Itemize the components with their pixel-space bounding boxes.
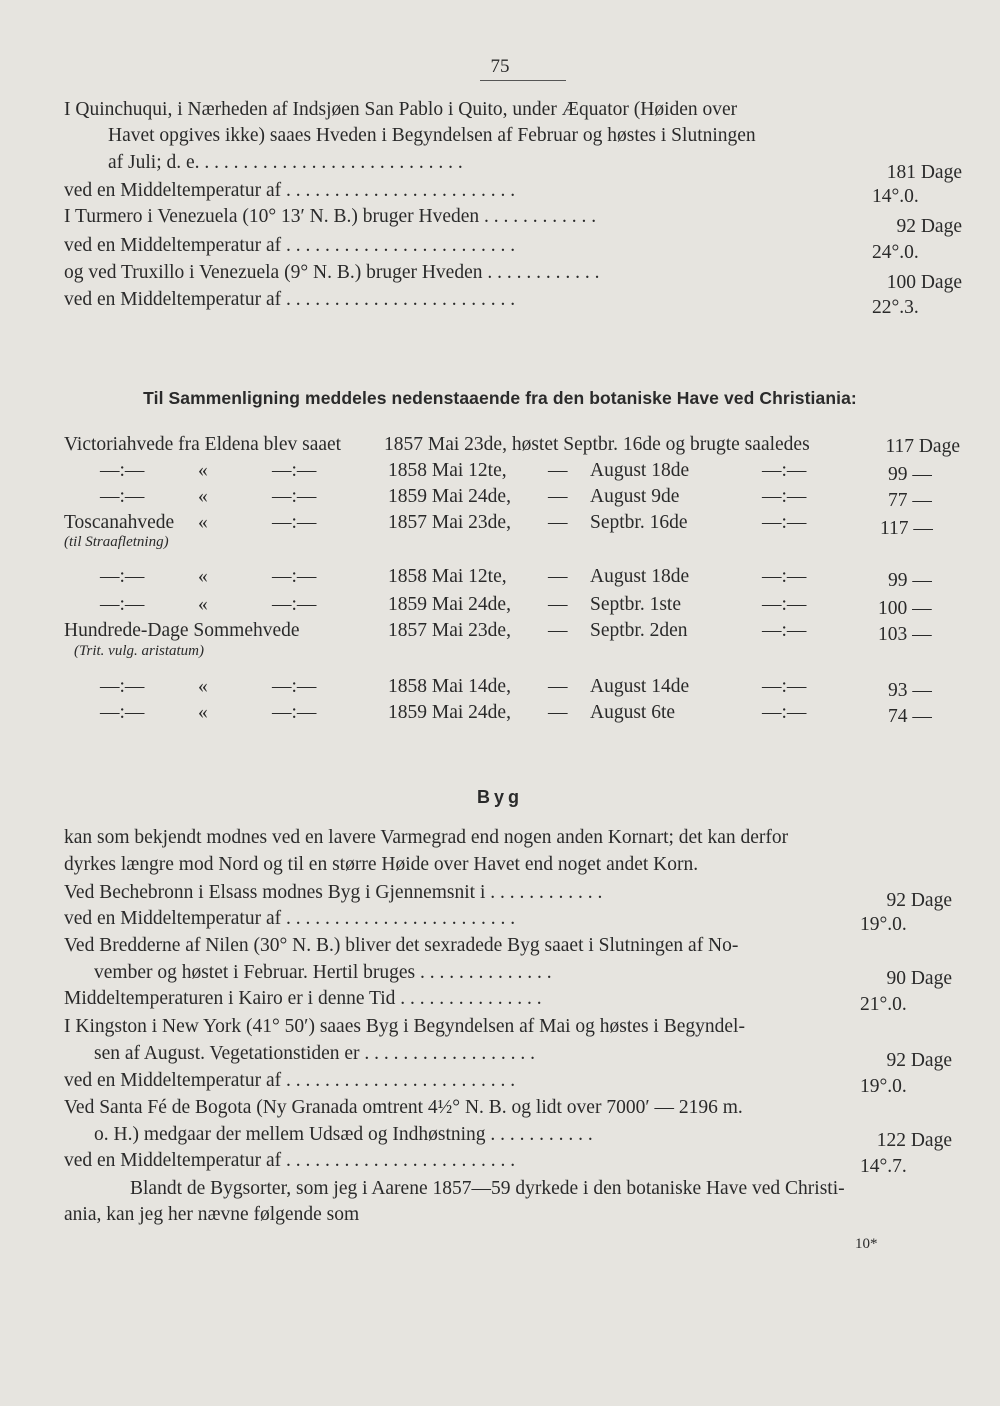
- value-days: 92 Dage: [886, 890, 952, 911]
- text-line: ved en Middeltemperatur af . . . . . . . . . . . . . . . . . . . . . . . .: [64, 235, 516, 256]
- ditto-mark: —:—: [272, 512, 317, 533]
- ditto-mark: —:—: [762, 676, 807, 697]
- harvest-date: August 18de: [590, 460, 690, 481]
- text-line: Blandt de Bygsorter, som jeg i Aarene 1857—59 dyrkede i den botaniske Have ved Christi-: [130, 1178, 845, 1199]
- value-temperature: 22°.3.: [872, 297, 919, 318]
- ditto-quote: «: [198, 566, 208, 587]
- harvest-date: August 18de: [590, 566, 690, 587]
- harvest-date: August 9de: [590, 486, 680, 507]
- page-number-rule: [480, 80, 566, 81]
- ditto-mark: —:—: [272, 460, 317, 481]
- text-line: dyrkes længre mod Nord og til en større Høide over Havet end noget andet Korn.: [64, 854, 699, 875]
- dash: —: [548, 486, 568, 507]
- sowing-date: 1857 Mai 23de,: [388, 620, 511, 641]
- value-days: 92 Dage: [896, 216, 962, 237]
- days-value: 117 Dage: [885, 436, 960, 457]
- ditto-mark: —:—: [762, 594, 807, 615]
- value-temperature: 24°.0.: [872, 242, 919, 263]
- sowing-date: 1858 Mai 12te,: [388, 566, 507, 587]
- variety-note: (til Straafletning): [64, 534, 169, 550]
- ditto-mark: —:—: [100, 702, 145, 723]
- value-temperature: 14°.0.: [872, 186, 919, 207]
- value-temperature: 19°.0.: [860, 914, 907, 935]
- text-line: ved en Middeltemperatur af . . . . . . . . . . . . . . . . . . . . . . . .: [64, 1150, 516, 1171]
- text-line: I Kingston i New York (41° 50′) saaes Byg i Begyndelsen af Mai og høstes i Begyndel-: [64, 1016, 745, 1037]
- ditto-mark: —:—: [100, 460, 145, 481]
- sowing-date: 1858 Mai 14de,: [388, 676, 511, 697]
- text-line: o. H.) medgaar der mellem Udsæd og Indhøstning . . . . . . . . . . .: [94, 1124, 593, 1145]
- harvest-date: Septbr. 16de: [590, 512, 688, 533]
- ditto-mark: —:—: [100, 676, 145, 697]
- ditto-mark: —:—: [762, 460, 807, 481]
- ditto-mark: —:—: [100, 566, 145, 587]
- dash: —: [548, 460, 568, 481]
- ditto-mark: —:—: [272, 566, 317, 587]
- text-line: ved en Middeltemperatur af . . . . . . . . . . . . . . . . . . . . . . . .: [64, 908, 516, 929]
- text-line: Ved Bredderne af Nilen (30° N. B.) bliver det sexradede Byg saaet i Slutningen af No-: [64, 935, 739, 956]
- sowing-date: 1858 Mai 12te,: [388, 460, 507, 481]
- text-line: vember og høstet i Februar. Hertil bruges . . . . . . . . . . . . . .: [94, 962, 552, 983]
- ditto-quote: «: [198, 512, 208, 533]
- ditto-quote: «: [198, 486, 208, 507]
- dash: —: [548, 512, 568, 533]
- days-value: 74 —: [888, 706, 932, 727]
- text-line: kan som bekjendt modnes ved en lavere Varmegrad end nogen anden Kornart; det kan derfor: [64, 827, 789, 848]
- text-line: ved en Middeltemperatur af . . . . . . . . . . . . . . . . . . . . . . . .: [64, 289, 516, 310]
- ditto-mark: —:—: [762, 702, 807, 723]
- signature-mark: 10*: [855, 1236, 878, 1252]
- ditto-mark: —:—: [272, 702, 317, 723]
- sowing-date: 1859 Mai 24de,: [388, 702, 511, 723]
- dash: —: [548, 566, 568, 587]
- ditto-quote: «: [198, 460, 208, 481]
- harvest-date: August 14de: [590, 676, 690, 697]
- value-temperature: 14°.7.: [860, 1156, 907, 1177]
- ditto-mark: —:—: [100, 594, 145, 615]
- text-line: Ved Santa Fé de Bogota (Ny Granada omtrent 4½° N. B. og lidt over 7000′ — 2196 m.: [64, 1097, 743, 1118]
- text-line: ved en Middeltemperatur af . . . . . . . . . . . . . . . . . . . . . . . .: [64, 180, 516, 201]
- value-days: 122 Dage: [876, 1130, 952, 1151]
- value-days: 181 Dage: [886, 162, 962, 183]
- ditto-mark: —:—: [272, 486, 317, 507]
- harvest-date: Septbr. 2den: [590, 620, 688, 641]
- days-value: 103 —: [878, 624, 932, 645]
- sowing-date: 1859 Mai 24de,: [388, 594, 511, 615]
- dash: —: [548, 594, 568, 615]
- days-value: 93 —: [888, 680, 932, 701]
- value-days: 92 Dage: [886, 1050, 952, 1071]
- ditto-mark: —:—: [272, 676, 317, 697]
- text-line: I Turmero i Venezuela (10° 13′ N. B.) bruger Hveden . . . . . . . . . . . .: [64, 206, 597, 227]
- text-line: Middeltemperaturen i Kairo er i denne Tid . . . . . . . . . . . . . . .: [64, 988, 542, 1009]
- text-line: I Quinchuqui, i Nærheden af Indsjøen San Pablo i Quito, under Æquator (Høiden over: [64, 99, 738, 120]
- variety-name: Toscanahvede: [64, 512, 175, 533]
- text-line: Ved Bechebronn i Elsass modnes Byg i Gjennemsnit i . . . . . . . . . . . .: [64, 882, 603, 903]
- text-line: af Juli; d. e. . . . . . . . . . . . . . . . . . . . . . . . . . . .: [108, 152, 463, 173]
- harvest-date: Septbr. 1ste: [590, 594, 681, 615]
- sowing-date: 1859 Mai 24de,: [388, 486, 511, 507]
- ditto-mark: —:—: [762, 566, 807, 587]
- value-days: 100 Dage: [886, 272, 962, 293]
- section-heading: Til Sammenligning meddeles nedenstaaende fra den botaniske Have ved Christiania:: [143, 388, 857, 408]
- ditto-mark: —:—: [272, 594, 317, 615]
- days-value: 77 —: [888, 490, 932, 511]
- value-days: 90 Dage: [886, 968, 952, 989]
- section-title: Byg: [476, 787, 523, 807]
- days-value: 100 —: [878, 598, 932, 619]
- variety-note: (Trit. vulg. aristatum): [74, 643, 205, 659]
- ditto-mark: —:—: [762, 512, 807, 533]
- page-number: 75: [490, 56, 510, 77]
- ditto-mark: —:—: [100, 486, 145, 507]
- text-line: Havet opgives ikke) saaes Hveden i Begyndelsen af Februar og høstes i Slutningen: [108, 125, 756, 146]
- sowing-date: 1857 Mai 23de,: [388, 512, 511, 533]
- text-line: sen af August. Vegetationstiden er . . . . . . . . . . . . . . . . . .: [94, 1043, 536, 1064]
- variety-name: Victoriahvede fra Eldena blev saaet: [64, 434, 342, 455]
- harvest-date: August 6te: [590, 702, 676, 723]
- ditto-quote: «: [198, 594, 208, 615]
- value-temperature: 19°.0.: [860, 1076, 907, 1097]
- variety-name: Hundrede-Dage Sommehvede: [64, 620, 300, 641]
- sowing-harvest-text: 1857 Mai 23de, høstet Septbr. 16de og brugte saaledes: [384, 434, 810, 455]
- ditto-quote: «: [198, 702, 208, 723]
- dash: —: [548, 676, 568, 697]
- text-line: ved en Middeltemperatur af . . . . . . . . . . . . . . . . . . . . . . . .: [64, 1070, 516, 1091]
- value-temperature: 21°.0.: [860, 994, 907, 1015]
- ditto-mark: —:—: [762, 486, 807, 507]
- days-value: 99 —: [888, 570, 932, 591]
- days-value: 117 —: [880, 518, 933, 539]
- dash: —: [548, 620, 568, 641]
- days-value: 99 —: [888, 464, 932, 485]
- text-line: og ved Truxillo i Venezuela (9° N. B.) bruger Hveden . . . . . . . . . . . .: [64, 262, 600, 283]
- ditto-mark: —:—: [762, 620, 807, 641]
- dash: —: [548, 702, 568, 723]
- ditto-quote: «: [198, 676, 208, 697]
- text-line: ania, kan jeg her nævne følgende som: [64, 1204, 360, 1225]
